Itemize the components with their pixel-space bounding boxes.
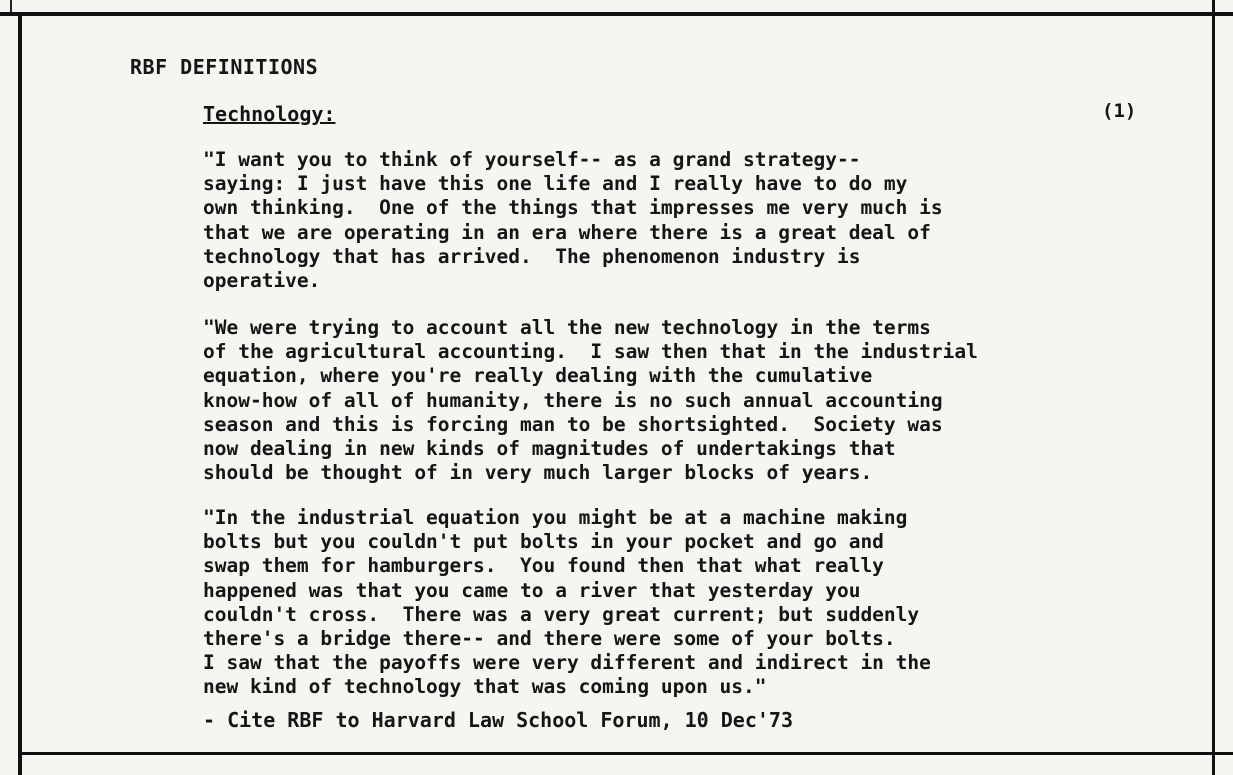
document-heading: RBF DEFINITIONS [130, 55, 319, 79]
corner-mark [0, 0, 12, 12]
quote-paragraph-3: "In the industrial equation you might be at a machine making bolts but you couldn't put bolts in your pocket and go and swap them for hamburgers. You found then that what really happened was that you came to a river that yesterday you couldn't cross. There was a very great current; but suddenly there's a bridge there-- and there were some of your bolts. I saw that the payoffs were very different and indirect in the new kind of technology that was coming upon us." [203, 506, 931, 699]
card-border-top [0, 12, 1233, 16]
quote-paragraph-2: "We were trying to account all the new technology in the terms of the agricultural accounting. I saw then that in the industrial equation, where you're really dealing with the cumulative know-how of all of humanity, there is no such annual accounting season and this is forcing man to be shortsighted. Society was now dealing in new kinds of magnitudes of undertakings that should be thought of in very much larger blocks of years. [203, 316, 978, 485]
card-border-bottom [22, 752, 1233, 755]
card-border-left [18, 12, 22, 775]
quote-paragraph-1: "I want you to think of yourself-- as a grand strategy-- saying: I just have this one life and I really have to do my own thinking. One of the things that impresses me very much is that we are operating in an era where there is a great deal of technology that has arrived. The phenomenon industry is operative. [203, 148, 943, 293]
card-border-right [1212, 0, 1215, 775]
page-number: (1) [1102, 100, 1137, 122]
section-title: Technology: [203, 102, 336, 126]
citation: - Cite RBF to Harvard Law School Forum, 10 Dec'73 [203, 708, 794, 732]
